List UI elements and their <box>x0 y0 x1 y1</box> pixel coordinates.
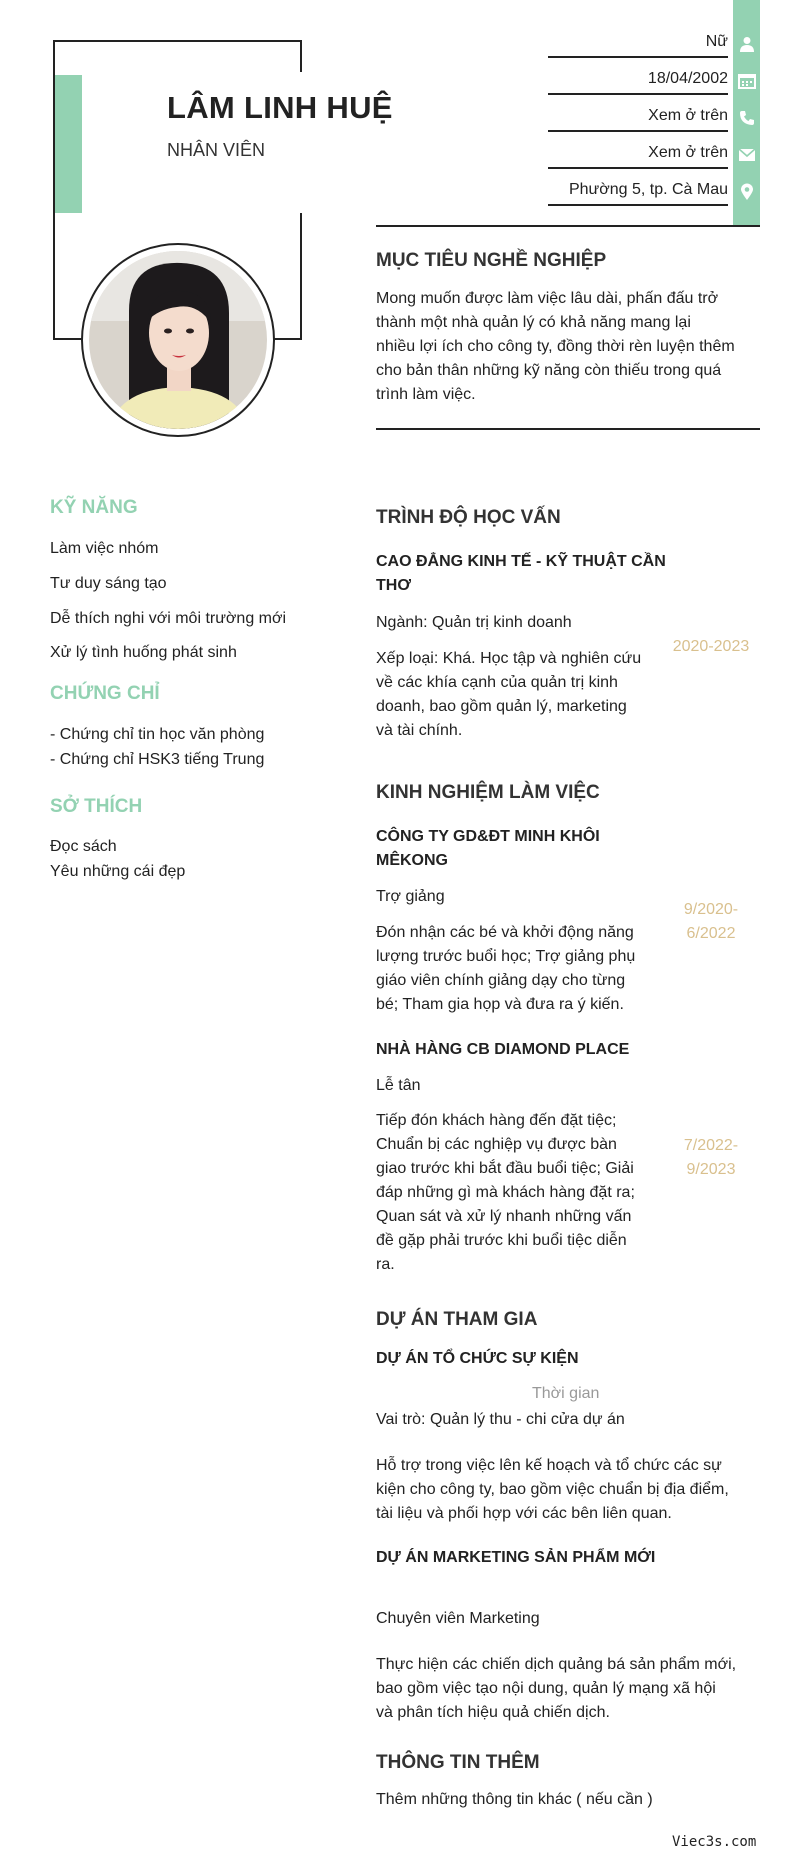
contact-email: Xem ở trên <box>548 132 728 169</box>
job-company: NHÀ HÀNG CB DIAMOND PLACE <box>376 1041 630 1058</box>
project-name: DỰ ÁN MARKETING SẢN PHẨM MỚI <box>376 1549 656 1566</box>
school-line: THƠ <box>376 577 411 594</box>
project-time-placeholder: Thời gian <box>532 1385 600 1402</box>
education-school <box>376 550 666 598</box>
job-desc-line: Quan sát và xử lý nhanh những vấn <box>376 1208 632 1225</box>
job-description <box>376 1109 666 1277</box>
objective-line: trình làm việc. <box>376 386 476 403</box>
header-frame-right-bottom <box>300 213 302 340</box>
skills-title: KỸ NĂNG <box>50 497 138 518</box>
company-line: CÔNG TY GD&ĐT MINH KHÔI <box>376 828 600 845</box>
certificate-item: - Chứng chỉ HSK3 tiếng Trung <box>50 751 265 768</box>
user-icon <box>733 31 760 57</box>
avatar <box>89 251 267 429</box>
project-desc-line: Hỗ trợ trong việc lên kế hoạch và tổ chức các sự <box>376 1457 722 1474</box>
job-desc-line: bé; Tham gia họp và đưa ra ý kiến. <box>376 996 624 1013</box>
extra-title: THÔNG TIN THÊM <box>376 1752 540 1773</box>
objective-line: Mong muốn được làm việc lâu dài, phấn đấu trở <box>376 290 719 307</box>
job-desc-line: giao trước khi bắt đầu buổi tiệc; Giải <box>376 1160 634 1177</box>
job-date <box>666 898 756 946</box>
job-date <box>666 1134 756 1182</box>
project-description <box>376 1653 776 1725</box>
education-desc-line: và tài chính. <box>376 722 463 739</box>
skill-item: Tư duy sáng tạo <box>50 575 167 592</box>
objective-line: nhiều lợi ích cho công ty, đồng thời rèn luyện thêm <box>376 338 735 355</box>
project-role: Chuyên viên Marketing <box>376 1610 540 1627</box>
job-desc-line: Đón nhận các bé và khởi động năng <box>376 924 634 941</box>
certificates-title: CHỨNG CHỈ <box>50 683 160 704</box>
footer-watermark: Viec3s.com <box>672 1834 757 1850</box>
job-position: Trợ giảng <box>376 888 445 905</box>
location-icon <box>733 179 760 205</box>
candidate-name: LÂM LINH HUỆ <box>167 90 393 125</box>
mail-icon <box>733 142 760 168</box>
hobbies-title: SỞ THÍCH <box>50 796 143 817</box>
education-desc-line: doanh, bao gồm quản lý, marketing <box>376 698 627 715</box>
project-desc-line: bao gồm việc tạo nội dung, quản lý mạng xã hội <box>376 1680 716 1697</box>
phone-icon <box>733 105 760 131</box>
education-desc-line: về các khía cạnh của quản trị kinh <box>376 674 618 691</box>
project-description <box>376 1454 776 1526</box>
education-major: Ngành: Quản trị kinh doanh <box>376 614 572 631</box>
project-desc-line: tài liệu và phối hợp với các bên liên quan. <box>376 1505 672 1522</box>
contact-gender: Nữ <box>548 21 728 58</box>
job-desc-line: đáp những gì mà khách hàng đặt ra; <box>376 1184 635 1201</box>
job-desc-line: ra. <box>376 1256 395 1273</box>
education-title: TRÌNH ĐỘ HỌC VẤN <box>376 507 561 528</box>
education-description <box>376 647 666 743</box>
experience-title: KINH NGHIỆM LÀM VIỆC <box>376 782 600 803</box>
job-description <box>376 921 666 1017</box>
job-date-line: 6/2022 <box>686 925 736 942</box>
education-date: 2020-2023 <box>672 638 750 655</box>
header-accent-bar <box>55 75 82 213</box>
hobby-item: Đọc sách <box>50 838 117 855</box>
calendar-icon <box>733 68 760 94</box>
job-desc-line: giáo viên chính giảng dạy cho từng <box>376 972 626 989</box>
header-frame-top <box>53 40 302 42</box>
job-date-line: 9/2020- <box>683 901 739 918</box>
objective-divider-bottom <box>376 428 760 430</box>
project-desc-line: và phân tích hiệu quả chiến dịch. <box>376 1704 610 1721</box>
objective-line: thành một nhà quản lý có khả năng mang lại <box>376 314 691 331</box>
job-desc-line: Chuẩn bị các nghiệp vụ được bàn <box>376 1136 617 1153</box>
job-date-line: 9/2023 <box>686 1161 736 1178</box>
candidate-title: NHÂN VIÊN <box>167 140 266 160</box>
header-frame-right-top <box>300 40 302 72</box>
company-line: MÊKONG <box>376 852 448 869</box>
skill-item: Làm việc nhóm <box>50 540 159 557</box>
extra-text: Thêm những thông tin khác ( nếu cần ) <box>376 1791 653 1808</box>
project-name: DỰ ÁN TỔ CHỨC SỰ KIỆN <box>376 1350 579 1367</box>
skill-item: Xử lý tình huống phát sinh <box>50 644 237 661</box>
projects-title: DỰ ÁN THAM GIA <box>376 1309 538 1330</box>
job-desc-line: Tiếp đón khách hàng đến đặt tiệc; <box>376 1112 617 1129</box>
objective-line: cho bản thân những kỹ năng còn thiếu trong quá <box>376 362 722 379</box>
contact-phone: Xem ở trên <box>548 95 728 132</box>
contact-birthday: 18/04/2002 <box>548 58 728 95</box>
job-position: Lễ tân <box>376 1077 421 1094</box>
project-desc-line: kiện cho công ty, bao gồm việc chuẩn bị địa điểm, <box>376 1481 729 1498</box>
objective-divider-top <box>376 225 760 227</box>
job-desc-line: đề gặp phải trước khi buổi tiệc diễn <box>376 1232 627 1249</box>
job-date-line: 7/2022- <box>683 1137 739 1154</box>
objective-text <box>376 287 766 407</box>
job-desc-line: lượng trước buổi học; Trợ giảng phụ <box>376 948 636 965</box>
project-role: Vai trò: Quản lý thu - chi cửa dự án <box>376 1411 625 1428</box>
school-line: CAO ĐẲNG KINH TẾ - KỸ THUẬT CẦN <box>376 553 666 570</box>
project-desc-line: Thực hiện các chiến dịch quảng bá sản phẩm mới, <box>376 1656 737 1673</box>
skill-item: Dễ thích nghi với môi trường mới <box>50 610 287 627</box>
hobby-item: Yêu những cái đẹp <box>50 863 186 880</box>
education-desc-line: Xếp loại: Khá. Học tập và nghiên cứu <box>376 650 642 667</box>
contact-address: Phường 5, tp. Cà Mau <box>548 169 728 206</box>
objective-title: MỤC TIÊU NGHỀ NGHIỆP <box>376 250 607 271</box>
job-company <box>376 825 666 873</box>
certificate-item: - Chứng chỉ tin học văn phòng <box>50 726 265 743</box>
